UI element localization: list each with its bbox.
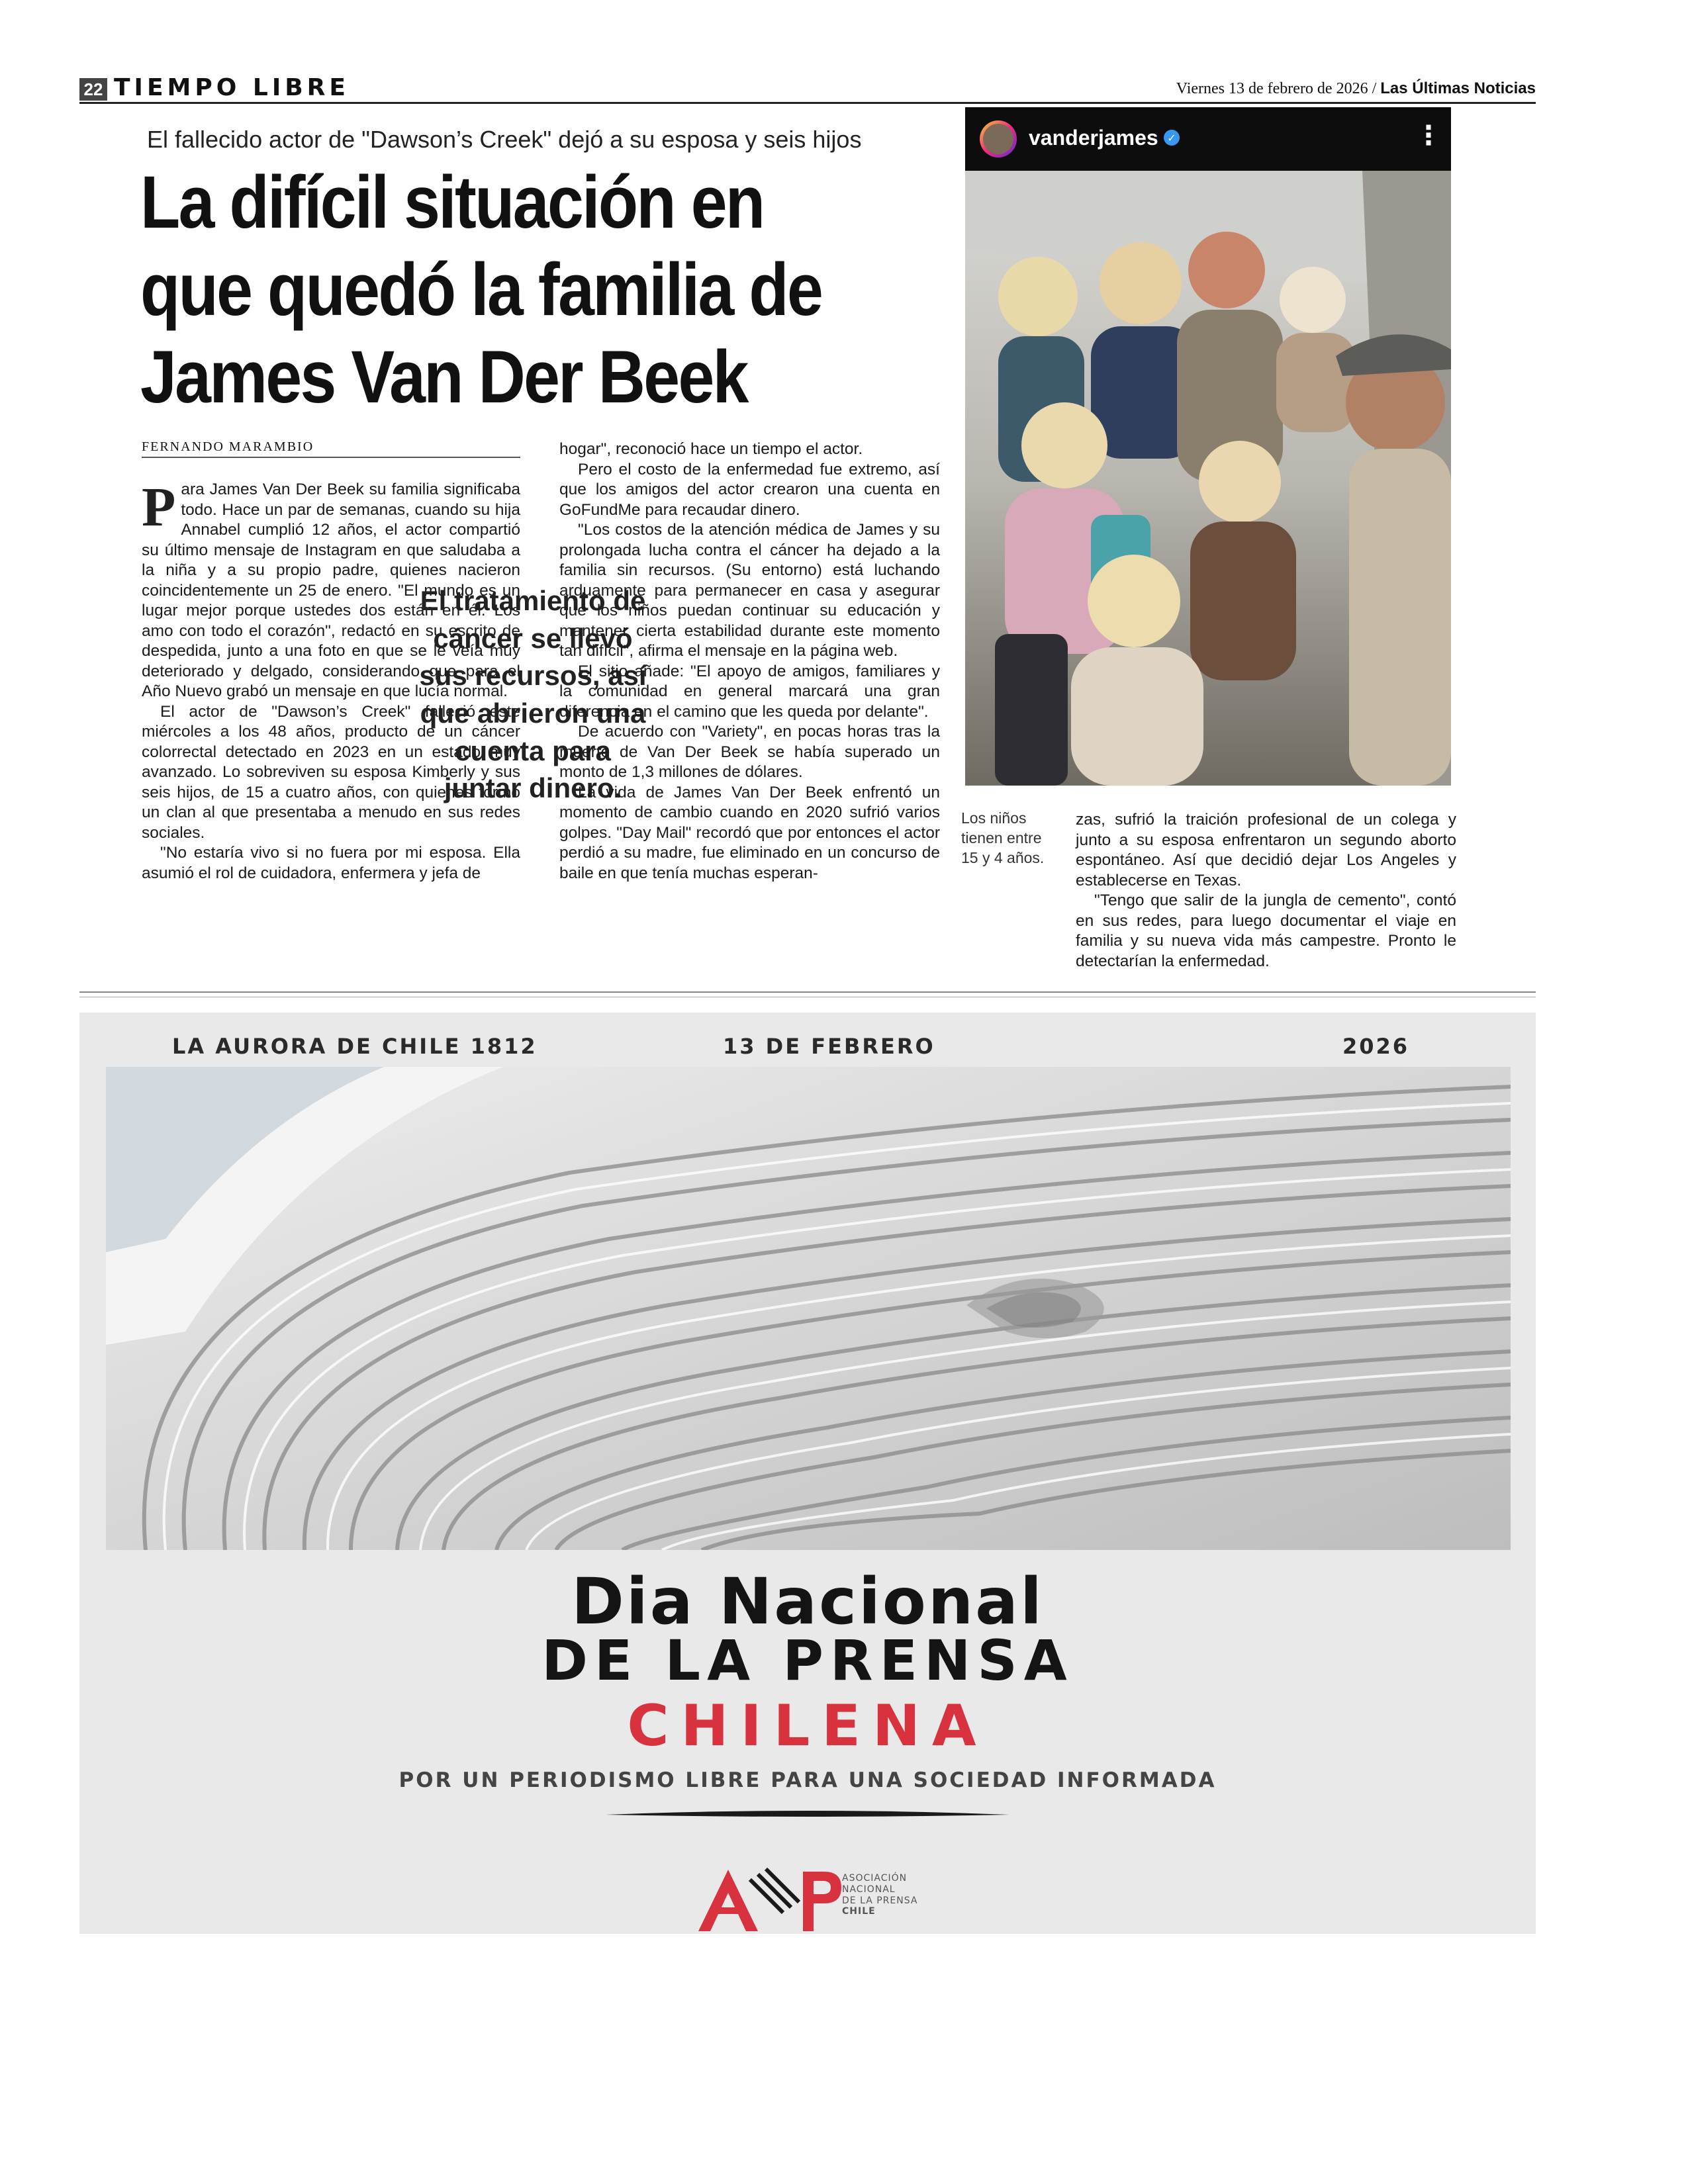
headline-line: que quedó la familia de [140,248,822,332]
newspaper-name: Las Últimas Noticias [1380,79,1536,97]
avatar [983,124,1013,154]
decorative-swoosh [606,1809,1009,1820]
header-rule [79,102,1536,104]
ad-slogan: POR UN PERIODISMO LIBRE PARA UNA SOCIEDAD INFORMADA [399,1768,1217,1792]
headline-line: La difícil situación en [140,161,764,244]
instagram-post [965,107,1451,786]
paragraph: El sitio añade: "El apoyo de amigos, familiares y la comunidad en general marcará una gran diferencia en el camino que les queda por delante". [559,662,940,721]
photo-caption: Los niños tienen entre 15 y 4 años. [961,809,1045,866]
paragraph: "Los costos de la atención médica de James y su prolongada lucha contra el cáncer ha dejado a la familia sin recursos. (Su entorno) está luchando arduamente para permanecer en casa y asegurar que los niños puedan continuar su educación y mantener cierta estabilidad durante este momento tan difícil", afirma el mensaje en la página web. [559,521,940,660]
ad-title-line-3: CHILENA [627,1693,988,1759]
ad-top-right: 2026 [1342,1034,1410,1059]
paragraph: El actor de "Dawson’s Creek" falleció este miércoles a los 48 años, producto de un cáncer colorrectal detectado en 2023 en un estado muy avanzado. Lo sobreviven su esposa Kimberly y sus seis hijos, de 15 a cuatro años, con quienes formó un clan al que presentaba a menudo en sus redes sociales. [142,702,520,842]
anp-logo-p [803,1872,841,1931]
anp-logo-a [698,1870,758,1931]
pull-quote: El tratamiento de cáncer se llevó sus recursos, así que abrieron una cuenta para juntar dinero. [419,585,647,804]
ad-title-line-1: Dia Nacional [571,1565,1044,1639]
verified-badge-icon: ✓ [1164,130,1180,146]
page-number: 22 [79,78,107,101]
paragraph: La vida de James Van Der Beek enfrentó un momento de cambio cuando en 2020 sufrió varios golpes. "Day Mail" recordó que por entonces el actor perdió a su madre, fue eliminado en un concurso de baile en que tenía muchas esperan- [559,783,940,882]
ad-top-center: 13 DE FEBRERO [723,1034,935,1059]
byline-rule [142,457,520,458]
family-photo [965,171,1451,786]
paragraph: "No estaría vivo si no fuera por mi esposa. Ella asumió el rol de cuidadora, enfermera y jefa de [142,844,520,882]
article-column-2 [559,439,940,884]
section-title: TIEMPO LIBRE [114,74,350,101]
paragraph: Pero el costo de la enfermedad fue extremo, así que los amigos del actor crearon una cuenta en GoFundMe para recaudar dinero. [559,460,940,519]
paragraph: "Tengo que salir de la jungla de cemento", contó en sus redes, para luego documentar el viaje en familia y su nueva vida más campestre. Pronto le detectarían la enfermedad. [1076,891,1456,970]
dropcap: P [142,477,176,538]
date: Viernes 13 de febrero de 2026 [1176,80,1368,97]
paragraph: Para James Van Der Beek su familia significaba todo. Hace un par de semanas, cuando su hija Annabel cumplió 12 años, el actor compartió su último mensaje de Instagram en que saludaba a la niña y a su propio padre, quienes nacieron coincidentemente un 25 de enero. "El mundo es un lugar mejor porque ustedes dos están en él. Los amo con todo el corazón", redactó en su escrito de despedida, junto a una foto en que se le veía muy deteriorado y delgado, considerando que para el Año Nuevo grabó un mensaje en que lucía normal. [142,477,520,700]
section-divider [79,991,1536,993]
anp-logo-n [750,1869,799,1913]
more-vertical-icon: ⋮ [1415,120,1442,151]
date-separator: / [1372,80,1377,97]
press-day-ad [79,1013,1536,1934]
instagram-username: vanderjames [1029,126,1158,150]
kicker: El fallecido actor de "Dawson’s Creek" dejó a su esposa y seis hijos [147,126,862,153]
dateline [1176,79,1536,98]
ad-title-line-2: DE LA PRENSA [541,1628,1074,1693]
byline: FERNANDO MARAMBIO [142,439,314,454]
headline [140,159,863,421]
ad-top-left: LA AURORA DE CHILE 1812 [172,1034,538,1059]
headline-line: James Van Der Beek [140,336,747,419]
paper-roll-image [106,1067,1511,1550]
article-column-3 [1076,810,1456,972]
paragraph: zas, sufrió la traición profesional de un colega y junto a su esposa enfrentaron un segundo aborto espontáneo. Así que decidió dejar Los Angeles y establecerse en Texas. [1076,811,1456,889]
paragraph: De acuerdo con "Variety", en pocas horas tras la muerte de Van Der Beek se había superado un monto de 1,3 millones de dólares. [559,723,940,781]
paragraph: hogar", reconoció hace un tiempo el actor. [559,440,863,458]
anp-logo-text: ASOCIACIÓN NACIONAL DE LA PRENSA CHILE [842,1873,918,1917]
